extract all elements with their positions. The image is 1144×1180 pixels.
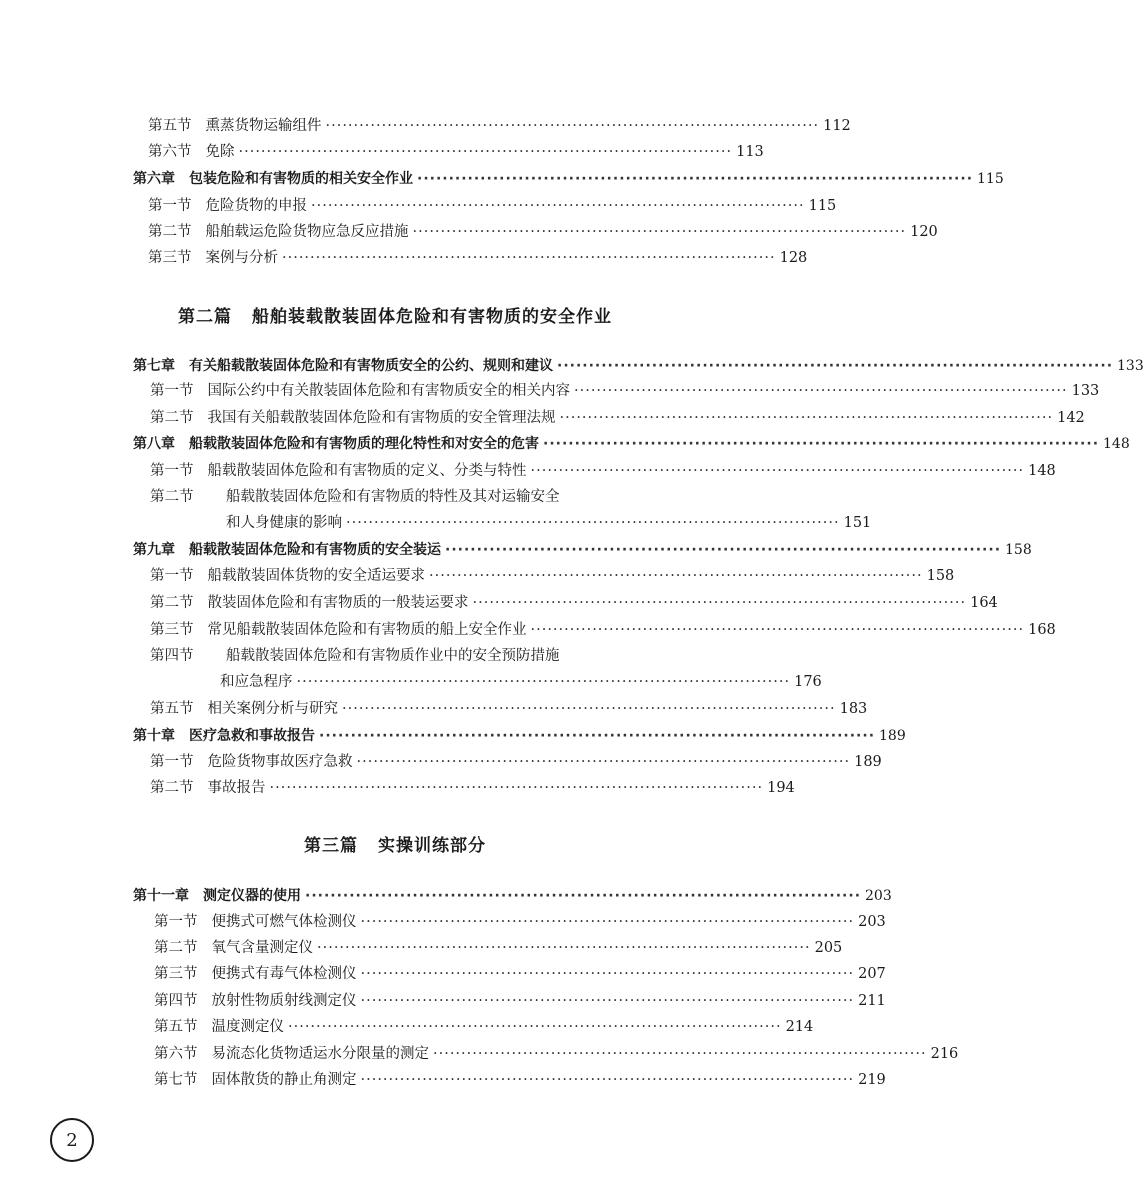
toc-title: 事故报告 — [207, 780, 266, 796]
toc-title: 便携式有毒气体检测仪 — [211, 966, 357, 982]
leader-dots: ························································································ — [311, 198, 805, 214]
leader-dots: ························································································ — [530, 622, 1025, 638]
toc-title: 放射性物质射线测定仪 — [211, 993, 357, 1009]
toc-entry — [150, 699, 868, 719]
toc-number: 第二节 — [150, 780, 194, 796]
toc-page: 133 — [1117, 358, 1144, 374]
leader-dots: ························································································ — [288, 1019, 782, 1035]
part-heading — [0, 302, 790, 327]
toc-number: 第六节 — [154, 1046, 198, 1062]
toc-entry — [150, 620, 1056, 640]
toc-title: 我国有关船载散装固体危险和有害物质的安全管理法规 — [207, 410, 556, 426]
toc-title: 包装危险和有害物质的相关安全作业 — [189, 171, 413, 187]
leader-dots: ························································································ — [342, 701, 836, 717]
part-title: 船舶装载散装固体危险和有害物质的安全作业 — [252, 307, 612, 327]
page-number — [50, 1118, 94, 1162]
toc-number: 第一节 — [150, 463, 194, 479]
part-prefix: 第三篇 — [304, 836, 358, 856]
toc-entry — [154, 964, 886, 984]
leader-dots: ························································································ — [317, 940, 811, 956]
toc-title: 氧气含量测定仪 — [211, 940, 313, 956]
toc-entry — [148, 116, 851, 136]
leader-dots: ························································································ — [305, 888, 862, 904]
toc-title: 和人身健康的影响 — [226, 515, 342, 531]
toc-page: 113 — [736, 144, 764, 160]
leader-dots: ························································································ — [429, 568, 923, 584]
toc-page: 151 — [843, 515, 872, 531]
toc-page: 148 — [1028, 463, 1056, 479]
toc-title: 案例与分析 — [205, 250, 278, 266]
toc-page: 203 — [858, 914, 886, 930]
toc-title: 危险货物的申报 — [205, 198, 307, 214]
toc-number: 第二节 — [150, 489, 194, 505]
toc-title: 船载散装固体货物的安全适运要求 — [207, 568, 425, 584]
toc-chapter — [133, 356, 1144, 376]
toc-entry — [154, 912, 886, 932]
toc-number: 第九章 — [133, 542, 175, 558]
toc-number: 第六章 — [133, 171, 175, 187]
toc-title: 测定仪器的使用 — [203, 888, 301, 904]
toc-title: 危险货物事故医疗急救 — [207, 754, 353, 770]
toc-page: 128 — [779, 250, 808, 266]
toc-title: 散装固体危险和有害物质的一般装运要求 — [207, 595, 469, 611]
toc-number: 第六节 — [148, 144, 192, 160]
toc-entry — [154, 1017, 814, 1037]
toc-number: 第一节 — [150, 568, 194, 584]
leader-dots: ························································································ — [319, 728, 876, 744]
toc-number: 第七章 — [133, 358, 175, 374]
leader-dots: ························································································ — [325, 118, 820, 134]
toc-entry — [150, 461, 1056, 481]
toc-chapter — [133, 540, 1032, 560]
toc-entry — [150, 752, 882, 772]
toc-entry — [150, 593, 998, 613]
toc-entry-continuation — [220, 672, 822, 692]
toc-chapter — [133, 169, 1004, 189]
toc-number: 第一节 — [150, 383, 194, 399]
toc-page: 203 — [865, 888, 892, 904]
toc-title: 相关案例分析与研究 — [207, 701, 338, 717]
toc-number: 第二节 — [154, 940, 198, 956]
toc-entry — [148, 142, 764, 162]
toc-entry — [150, 487, 740, 507]
toc-number: 第三节 — [154, 966, 198, 982]
part-prefix: 第二篇 — [178, 307, 232, 327]
toc-title: 便携式可燃气体检测仪 — [211, 914, 357, 930]
toc-page: 168 — [1028, 622, 1056, 638]
toc-page: 142 — [1057, 410, 1085, 426]
toc-number: 第三节 — [150, 622, 194, 638]
toc-page: 194 — [767, 780, 795, 796]
toc-entry — [154, 991, 886, 1011]
toc-page: 133 — [1071, 383, 1100, 399]
toc-number: 第一节 — [150, 754, 194, 770]
toc-title: 国际公约中有关散装固体危险和有害物质安全的相关内容 — [207, 383, 570, 399]
leader-dots: ························································································ — [360, 966, 855, 982]
toc-entry — [150, 381, 1100, 401]
toc-page: 176 — [794, 674, 822, 690]
leader-dots: ························································································ — [433, 1046, 927, 1062]
toc-page: 207 — [858, 966, 886, 982]
leader-dots: ························································································ — [360, 1072, 855, 1088]
leader-dots: ························································································ — [269, 780, 764, 796]
toc-number: 第二节 — [150, 595, 194, 611]
toc-title: 易流态化货物适运水分限量的测定 — [211, 1046, 429, 1062]
toc-page: 214 — [785, 1019, 814, 1035]
toc-number: 第十章 — [133, 728, 175, 744]
toc-entry — [148, 196, 837, 216]
toc-number: 第五节 — [154, 1019, 198, 1035]
toc-entry — [150, 566, 955, 586]
toc-title: 船载散装固体危险和有害物质的安全装运 — [189, 542, 441, 558]
toc-title: 船舶载运危险货物应急反应措施 — [205, 224, 409, 240]
toc-page: 216 — [930, 1046, 959, 1062]
toc-page: 205 — [814, 940, 843, 956]
toc-page: 115 — [808, 198, 837, 214]
leader-dots: ························································································ — [559, 410, 1054, 426]
toc-entry — [148, 222, 938, 242]
toc-title: 熏蒸货物运输组件 — [205, 118, 322, 134]
leader-dots: ························································································ — [574, 383, 1068, 399]
part-heading — [0, 831, 790, 856]
toc-entry — [150, 778, 795, 798]
toc-page: 189 — [879, 728, 906, 744]
toc-page: 219 — [858, 1072, 886, 1088]
toc-title: 固体散货的静止角测定 — [211, 1072, 357, 1088]
toc-title: 医疗急救和事故报告 — [189, 728, 315, 744]
toc-number: 第二节 — [148, 224, 192, 240]
toc-number: 第一节 — [154, 914, 198, 930]
toc-title: 有关船载散装固体危险和有害物质安全的公约、规则和建议 — [189, 358, 553, 374]
page-number-label: 2 — [66, 1129, 78, 1151]
leader-dots: ························································································ — [360, 914, 855, 930]
toc-title: 船载散装固体危险和有害物质作业中的安全预防措施 — [226, 648, 560, 664]
toc-entry — [150, 646, 740, 666]
part-title: 实操训练部分 — [378, 836, 486, 856]
toc-title: 和应急程序 — [220, 674, 293, 690]
leader-dots: ························································································ — [557, 358, 1114, 374]
leader-dots: ························································································ — [346, 515, 840, 531]
toc-number: 第八章 — [133, 436, 175, 452]
toc-chapter — [133, 434, 1130, 454]
toc-page: 183 — [839, 701, 868, 717]
toc-number: 第三节 — [148, 250, 192, 266]
toc-number: 第一节 — [148, 198, 192, 214]
toc-page: 115 — [977, 171, 1004, 187]
toc-title: 免除 — [205, 144, 235, 160]
leader-dots: ························································································ — [356, 754, 851, 770]
leader-dots: ························································································ — [417, 171, 974, 187]
toc-title: 常见船载散装固体危险和有害物质的船上安全作业 — [207, 622, 527, 638]
toc-title: 温度测定仪 — [211, 1019, 284, 1035]
toc-entry — [154, 1044, 959, 1064]
leader-dots: ························································································ — [530, 463, 1025, 479]
toc-entry — [148, 248, 808, 268]
toc-number: 第五节 — [148, 118, 192, 134]
leader-dots: ························································································ — [238, 144, 733, 160]
toc-number: 第五节 — [150, 701, 194, 717]
leader-dots: ························································································ — [445, 542, 1002, 558]
toc-chapter — [133, 726, 906, 746]
leader-dots: ························································································ — [412, 224, 907, 240]
leader-dots: ························································································ — [543, 436, 1100, 452]
toc-page: 120 — [910, 224, 938, 240]
toc-number: 第四节 — [150, 648, 194, 664]
toc-page: 148 — [1103, 436, 1130, 452]
toc-page: 189 — [854, 754, 882, 770]
toc-title: 船载散装固体危险和有害物质的特性及其对运输安全 — [226, 489, 560, 505]
toc-title: 船载散装固体危险和有害物质的定义、分类与特性 — [207, 463, 527, 479]
toc-entry-continuation — [226, 513, 872, 533]
toc-number: 第十一章 — [133, 888, 189, 904]
toc-page: 211 — [858, 993, 886, 1009]
toc-entry — [154, 1070, 886, 1090]
leader-dots: ························································································ — [472, 595, 967, 611]
toc-number: 第二节 — [150, 410, 194, 426]
leader-dots: ························································································ — [296, 674, 791, 690]
toc-chapter — [133, 886, 892, 906]
toc-title: 船载散装固体危险和有害物质的理化特性和对安全的危害 — [189, 436, 539, 452]
toc-number: 第七节 — [154, 1072, 198, 1088]
toc-page: 158 — [1005, 542, 1032, 558]
toc-page: 164 — [970, 595, 998, 611]
toc-page: 158 — [926, 568, 955, 584]
toc-page: 112 — [823, 118, 851, 134]
leader-dots: ························································································ — [360, 993, 855, 1009]
toc-entry — [154, 938, 843, 958]
leader-dots: ························································································ — [282, 250, 776, 266]
toc-number: 第四节 — [154, 993, 198, 1009]
toc-entry — [150, 408, 1085, 428]
